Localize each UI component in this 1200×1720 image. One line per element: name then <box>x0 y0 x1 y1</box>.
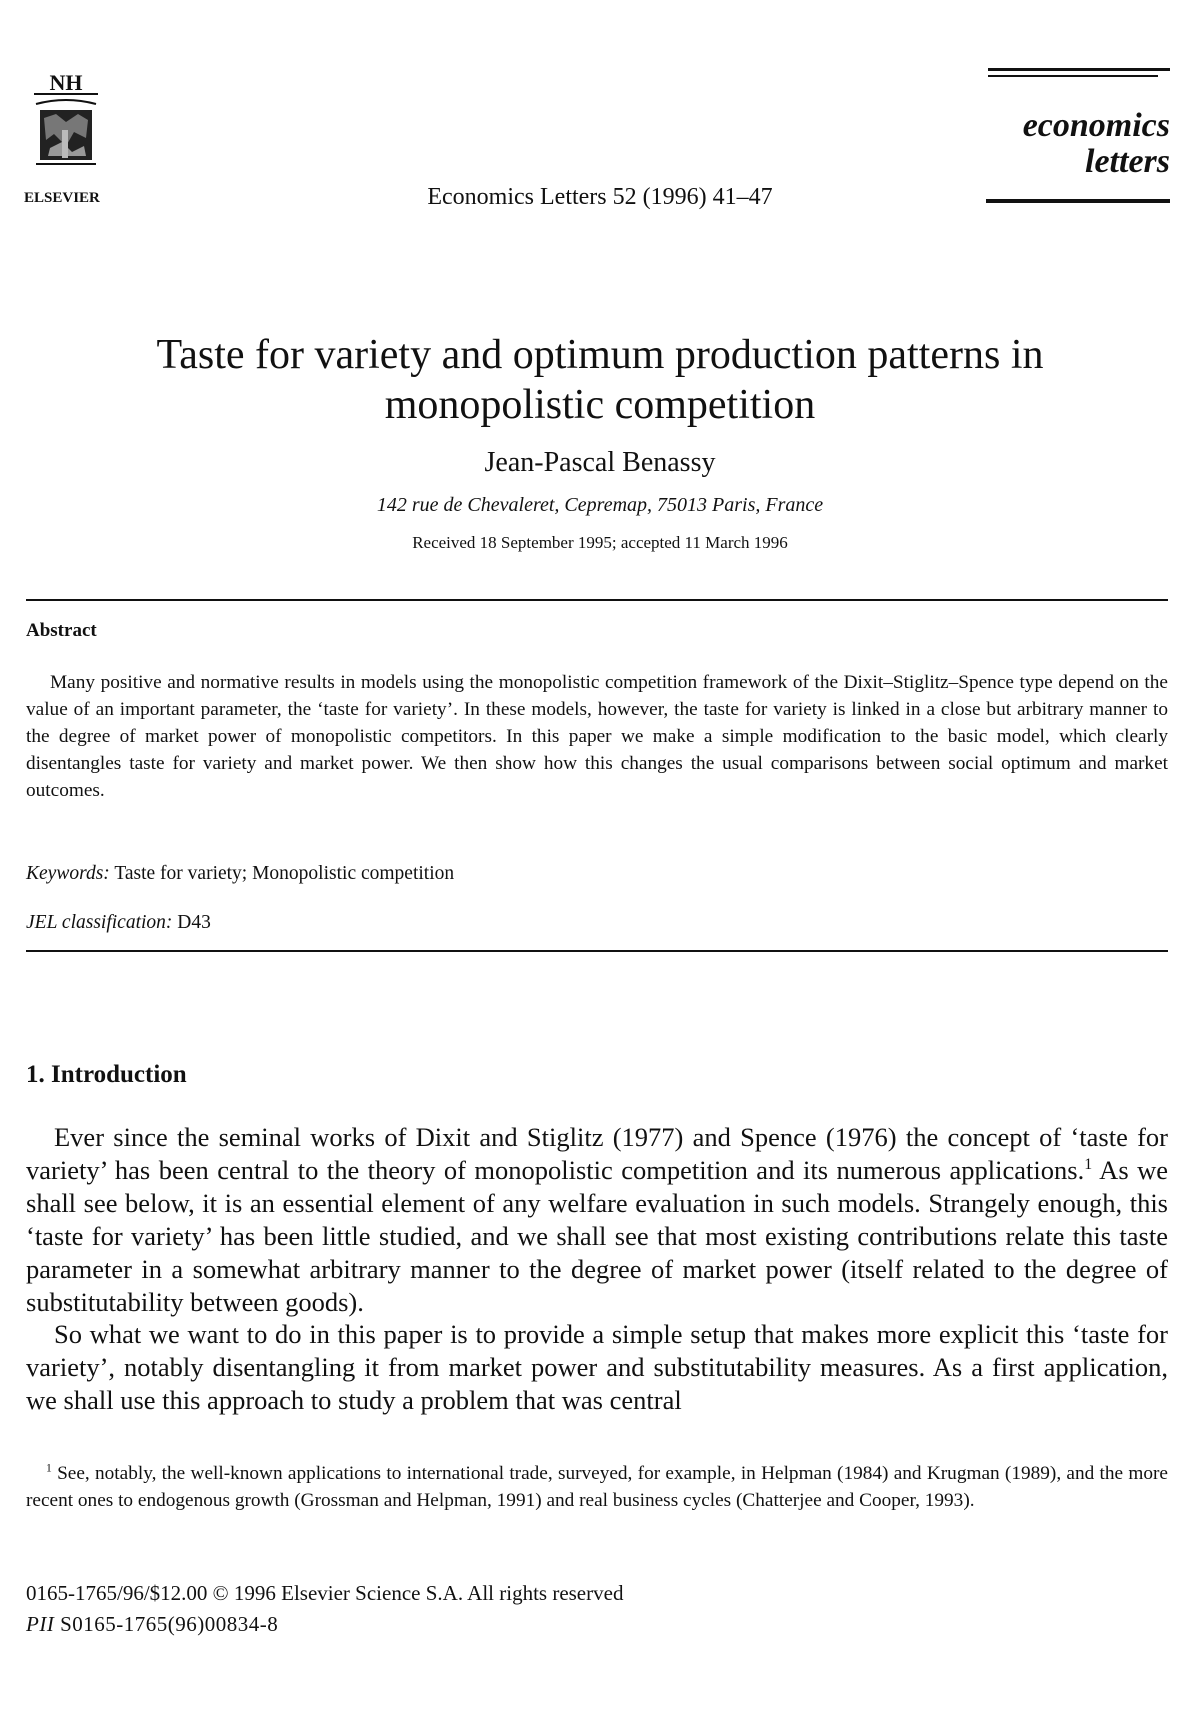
publisher-logo-monogram: NH <box>49 70 83 95</box>
publisher-name: ELSEVIER <box>24 190 100 206</box>
intro-paragraph-1-part1: Ever since the seminal works of Dixit and Stiglitz (1977) and Spence (1976) the concept of ‘taste for variety’ has been central to the theory of monopolistic competition and its numerous applications. <box>26 1122 1168 1185</box>
abstract-body: Many positive and normative results in models using the monopolistic competition framework of the Dixit–Stiglitz–Spence type depend on the value of an important parameter, the ‘taste for variety’. In these models, however, the taste for variety is linked in a close but arbitrary manner to the degree of market power of monopolistic competitors. In this paper we make a simple modification to the basic model, which clearly disentangles taste for variety and market power. We then show how this changes the usual comparisons between social optimum and market outcomes. <box>26 672 1168 801</box>
journal-name-line1: economics <box>1022 107 1170 144</box>
author-affiliation: 142 rue de Chevaleret, Cepremap, 75013 Paris, France <box>376 494 824 516</box>
pii-value: S0165-1765(96)00834-8 <box>60 1612 279 1636</box>
journal-masthead <box>980 68 1170 208</box>
copyright-line: 0165-1765/96/$12.00 © 1996 Elsevier Science S.A. All rights reserved <box>26 1581 624 1605</box>
keywords-label: Keywords: <box>26 863 110 884</box>
masthead-top-rule-thin <box>988 75 1158 77</box>
keywords-line <box>26 863 454 885</box>
footnote-ref-1[interactable]: 1 <box>1084 1156 1093 1174</box>
jel-value: D43 <box>177 912 211 933</box>
abstract-bottom-rule <box>26 950 1168 952</box>
pii-line <box>26 1612 278 1637</box>
footnote-text: See, notably, the well-known applications to international trade, surveyed, for example, in Helpman (1984) and Krugman (1989), and the more recent ones to endogenous growth (Grossman and Helpman, 1991) and real business cycles (Chatterjee and Cooper, 1993). <box>26 1463 1168 1511</box>
journal-citation: Economics Letters 52 (1996) 41–47 <box>427 184 773 210</box>
footnote-1 <box>26 1460 1168 1514</box>
intro-paragraph-1 <box>26 1121 1168 1319</box>
footnote-mark: 1 <box>46 1461 52 1475</box>
masthead-bottom-rule <box>986 199 1170 203</box>
article-author: Jean-Pascal Benassy <box>484 447 716 478</box>
intro-paragraph-2: So what we want to do in this paper is to provide a simple setup that makes more explicit this ‘taste for variety’, notably disentangling it from market power and substitutability measures. As a first application, we shall use this approach to study a problem that was central <box>26 1319 1168 1415</box>
keywords-value: Taste for variety; Monopolistic competition <box>114 863 455 884</box>
intro-paragraph-1-part2: As we shall see below, it is an essential element of any welfare evaluation in such models. Strangely enough, this ‘taste for variety’ has been little studied, and we shall see that most existing contributions relate this taste parameter in a somewhat arbitrary manner to the degree of market power (itself related to the degree of substitutability between goods). <box>26 1155 1169 1317</box>
journal-name <box>1023 108 1170 180</box>
abstract-heading: Abstract <box>26 620 97 641</box>
publisher-logo <box>26 68 108 176</box>
jel-classification-line <box>26 912 211 934</box>
jel-label: JEL classification: <box>26 912 173 933</box>
pii-label: PII <box>26 1612 55 1636</box>
elsevier-tree-icon <box>26 68 108 176</box>
received-dates: Received 18 September 1995; accepted 11 March 1996 <box>412 533 788 552</box>
journal-name-line2: letters <box>1085 143 1170 180</box>
section-heading: 1. Introduction <box>26 1061 187 1088</box>
abstract-top-rule <box>26 599 1168 601</box>
article-title: Taste for variety and optimum production patterns in monopolistic competition <box>156 332 1044 428</box>
masthead-top-rule <box>988 68 1170 71</box>
